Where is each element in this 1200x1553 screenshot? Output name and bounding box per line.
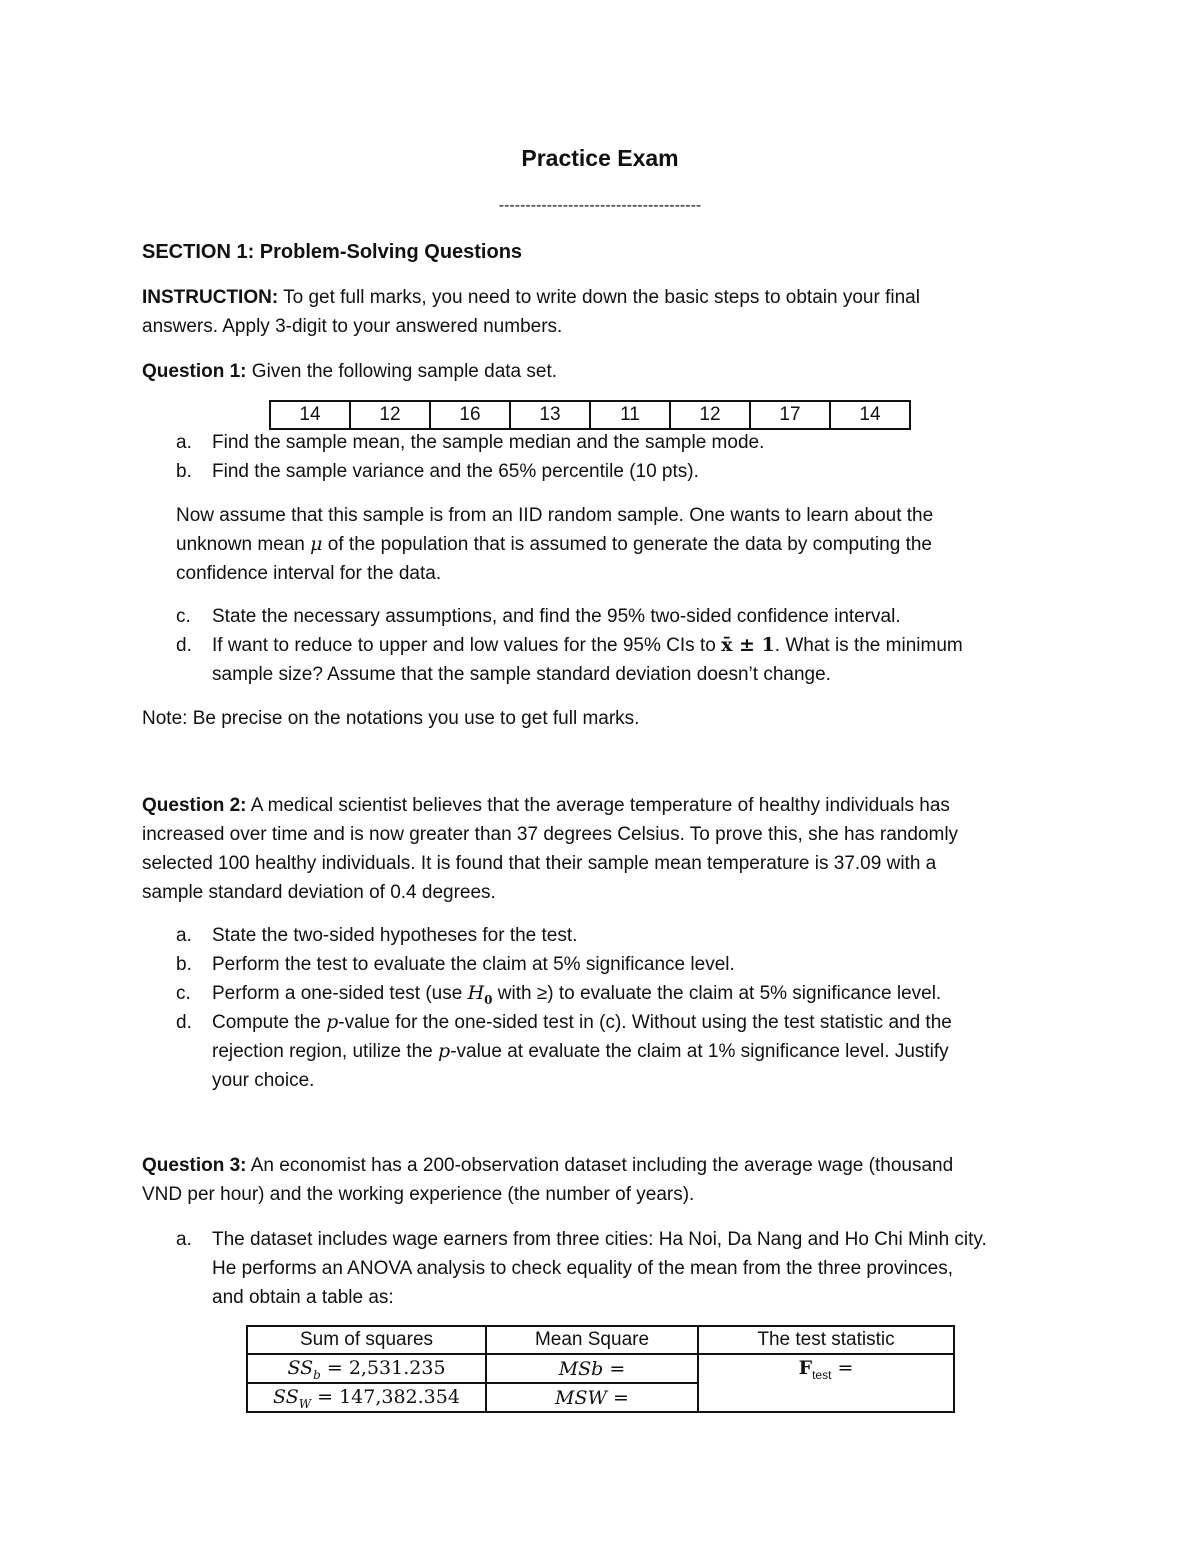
- list-item: [142, 1008, 1042, 1095]
- data-cell: 12: [670, 401, 750, 429]
- list-item: [142, 457, 1042, 486]
- question-3-items: [142, 1225, 1082, 1312]
- question-3-label: Question 3:: [142, 1155, 247, 1176]
- data-cell: 11: [590, 401, 670, 429]
- anova-table: [246, 1325, 955, 1413]
- ssw-symbol: SS: [273, 1386, 299, 1408]
- item-text-line-3: and obtain a table as:: [212, 1287, 394, 1308]
- context-line-2-post: of the population that is assumed to generate the data by computing the: [322, 534, 932, 555]
- header-test-statistic: The test statistic: [698, 1326, 954, 1354]
- item-text: Perform the test to evaluate the claim at 5% significance level.: [212, 954, 735, 975]
- ci-expression: x̄ ± 1: [721, 634, 775, 656]
- question-2-line-4: sample standard deviation of 0.4 degrees.: [142, 882, 496, 903]
- item-text: State the two-sided hypotheses for the test.: [212, 925, 578, 946]
- item-text-post: -value for the one-sided test in (c). Without using the test statistic and the: [338, 1012, 952, 1033]
- list-item: [142, 428, 1042, 457]
- list-item: [142, 602, 1042, 631]
- item-text-pre: Perform a one-sided test (use: [212, 983, 468, 1004]
- msw-cell: MSW =: [486, 1383, 698, 1412]
- item-mark: b.: [176, 954, 192, 975]
- question-1-items-ab: [142, 428, 1042, 486]
- question-3-prompt: [142, 1151, 1042, 1209]
- data-cell: 14: [830, 401, 910, 429]
- item-text-line-2-pre: rejection region, utilize the: [212, 1041, 439, 1062]
- data-cell: 14: [270, 401, 350, 429]
- sample-data-table: [269, 400, 911, 430]
- h-subscript: 0: [484, 992, 493, 1007]
- item-text: Find the sample variance and the 65% percentile (10 pts).: [212, 461, 699, 482]
- question-1-items-cd: [142, 602, 1042, 689]
- title-divider: --------------------------------------: [498, 197, 702, 214]
- instruction-label: INSTRUCTION:: [142, 287, 279, 308]
- f-subscript: test: [812, 1367, 832, 1382]
- question-2-prompt: [142, 791, 1042, 907]
- item-text: Find the sample mean, the sample median and the sample mode.: [212, 432, 765, 453]
- question-2-label: Question 2:: [142, 795, 247, 816]
- instruction-line-1: To get full marks, you need to write down the basic steps to obtain your final: [278, 287, 920, 308]
- list-item: [142, 950, 1042, 979]
- question-1-note: Note: Be precise on the notations you use to get full marks.: [142, 708, 640, 729]
- table-row: [247, 1354, 954, 1383]
- table-header-row: [247, 1326, 954, 1354]
- item-text-pre: Compute the: [212, 1012, 327, 1033]
- item-mark: c.: [176, 606, 191, 627]
- list-item: [142, 1225, 1082, 1312]
- context-line-2-pre: unknown mean: [176, 534, 311, 555]
- data-cell: 12: [350, 401, 430, 429]
- question-2-line-3: selected 100 healthy individuals. It is found that their sample mean temperature is 37.09 with a: [142, 853, 937, 874]
- item-mark: b.: [176, 461, 192, 482]
- f-symbol: F: [798, 1357, 813, 1379]
- p-symbol: p: [326, 1011, 339, 1033]
- item-text-pre: If want to reduce to upper and low values for the 95% CIs to: [212, 635, 722, 656]
- item-mark: a.: [176, 1229, 192, 1250]
- instruction-line-2: answers. Apply 3-digit to your answered numbers.: [142, 316, 563, 337]
- list-item: [142, 921, 1042, 950]
- question-1-label: Question 1:: [142, 361, 247, 382]
- header-mean-square: Mean Square: [486, 1326, 698, 1354]
- ssb-symbol: SS: [287, 1357, 314, 1379]
- question-2-items: [142, 921, 1042, 1095]
- item-text-line-2: He performs an ANOVA analysis to check equality of the mean from the three provinces,: [212, 1258, 954, 1279]
- data-cell: 16: [430, 401, 510, 429]
- item-text-mid: with ≥) to evaluate the claim at 5% significance level.: [492, 983, 942, 1004]
- f-equals: =: [831, 1357, 854, 1379]
- header-sum-of-squares: Sum of squares: [247, 1326, 486, 1354]
- ssw-value: = 147,382.354: [311, 1386, 460, 1408]
- question-3-line-2: VND per hour) and the working experience (the number of years).: [142, 1184, 695, 1205]
- h-symbol: H: [467, 982, 485, 1004]
- question-1-context: [176, 501, 1036, 588]
- f-test-cell: [698, 1354, 954, 1412]
- question-2-line-2: increased over time and is now greater than 37 degrees Celsius. To prove this, she has randomly: [142, 824, 959, 845]
- item-mark: c.: [176, 983, 191, 1004]
- item-mark: a.: [176, 432, 192, 453]
- table-row: [270, 401, 910, 429]
- item-text-line-2: sample size? Assume that the sample standard deviation doesn’t change.: [212, 664, 831, 685]
- item-mark: d.: [176, 1012, 192, 1033]
- data-cell: 13: [510, 401, 590, 429]
- item-text-post: . What is the minimum: [774, 635, 963, 656]
- ssw-cell: [247, 1383, 486, 1412]
- data-cell: 17: [750, 401, 830, 429]
- p-symbol: p: [438, 1040, 451, 1062]
- page-title: Practice Exam: [521, 145, 679, 171]
- question-1-prompt: [142, 357, 1042, 386]
- item-text-line-2-post: -value at evaluate the claim at 1% significance level. Justify: [450, 1041, 949, 1062]
- question-3-line-1: An economist has a 200-observation dataset including the average wage (thousand: [246, 1155, 954, 1176]
- instruction: [142, 283, 1042, 341]
- ssb-cell: [247, 1354, 486, 1383]
- ssb-value: = 2,531.235: [320, 1357, 446, 1379]
- ssw-subscript: W: [298, 1396, 312, 1411]
- list-item: [142, 631, 1042, 689]
- context-line-3: confidence interval for the data.: [176, 563, 442, 584]
- msb-cell: MSb =: [486, 1354, 698, 1383]
- context-line-1: Now assume that this sample is from an IID random sample. One wants to learn about the: [176, 505, 934, 526]
- question-1-text: Given the following sample data set.: [246, 361, 558, 382]
- item-text-line-3: your choice.: [212, 1070, 315, 1091]
- list-item: [142, 979, 1042, 1008]
- item-mark: a.: [176, 925, 192, 946]
- item-text: State the necessary assumptions, and find the 95% two-sided confidence interval.: [212, 606, 901, 627]
- ssb-subscript: b: [313, 1367, 321, 1382]
- item-mark: d.: [176, 635, 192, 656]
- item-text-line-1: The dataset includes wage earners from three cities: Ha Noi, Da Nang and Ho Chi Minh city.: [212, 1229, 987, 1250]
- mu-symbol: μ: [310, 533, 323, 555]
- section-heading: SECTION 1: Problem-Solving Questions: [142, 241, 523, 263]
- question-2-line-1: A medical scientist believes that the average temperature of healthy individuals has: [246, 795, 950, 816]
